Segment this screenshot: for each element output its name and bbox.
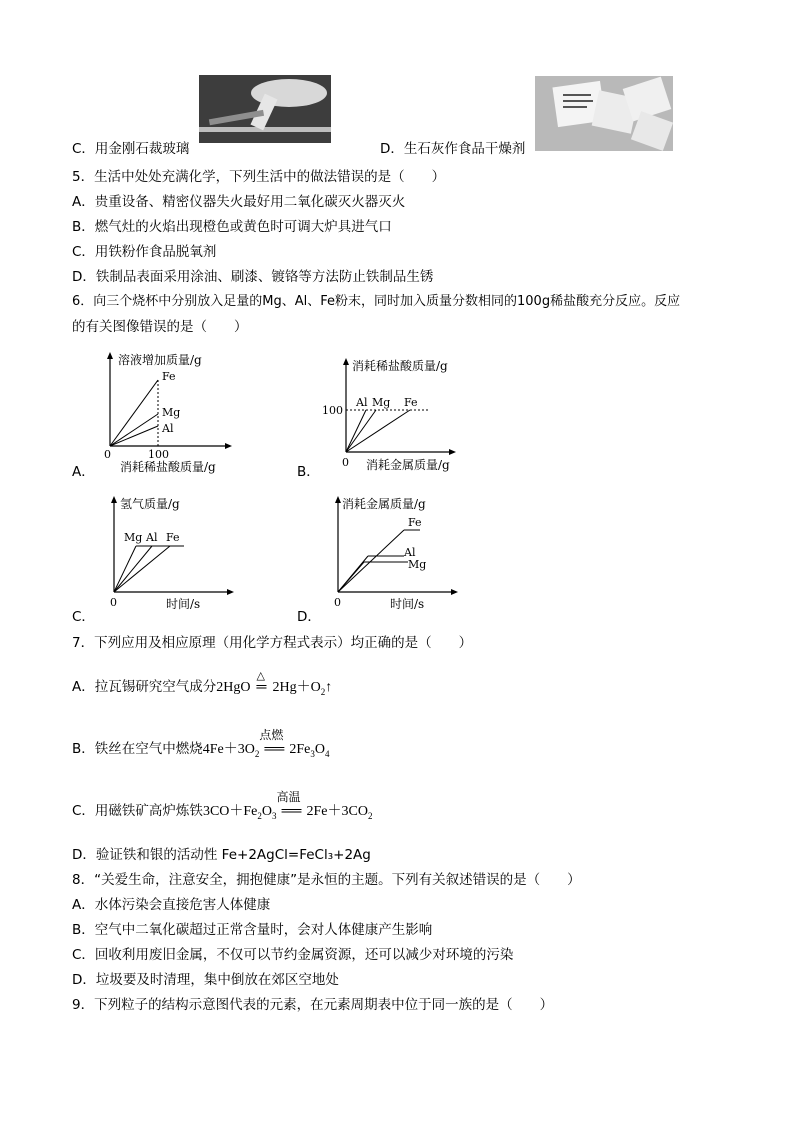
q6a-fe: Fe (162, 370, 176, 383)
q4-option-c: C．用金刚石裁玻璃 (72, 141, 190, 157)
q7-option-a (72, 670, 333, 701)
q8-option-b: B．空气中二氧化碳超过正常含量时，会对人体健康产生影响 (72, 922, 433, 938)
q6c-origin: 0 (110, 596, 117, 609)
q6a-mg: Mg (162, 406, 181, 419)
q6d-fe: Fe (408, 516, 422, 529)
q6-graph-c (100, 494, 240, 616)
q5-stem: 5．生活中处处充满化学，下列生活中的做法错误的是（ ） (72, 169, 446, 185)
q6a-origin: 0 (104, 448, 111, 461)
q7-option-b (72, 728, 330, 763)
glass-cutting-photo (199, 75, 331, 143)
q7-b-equation: $4Fe+3O_2$ 点燃 ══ $2Fe_3O_4$ (202, 728, 330, 759)
q8-option-a: A．水体污染会直接危害人体健康 (72, 897, 271, 913)
q6-graph-a (98, 350, 238, 475)
q6a-xlabel: 消耗稀盐酸质量/g (120, 460, 216, 474)
q8-option-c: C．回收利用废旧金属，不仅可以节约金属资源，还可以减少对环境的污染 (72, 947, 514, 963)
q6b-mg: Mg (372, 396, 391, 409)
q6b-xlabel: 消耗金属质量/g (366, 458, 450, 472)
q6-graph-d (324, 494, 464, 616)
q6c-xlabel: 时间/s (166, 597, 201, 611)
q7-option-d: D．验证铁和银的活动性 Fe+2AgCl=FeCl₃+2Ag (72, 847, 371, 863)
q6d-mg: Mg (408, 558, 427, 571)
q6b-ylabel: 消耗稀盐酸质量/g (352, 359, 448, 373)
q6a-al: Al (162, 422, 174, 435)
q6-option-d-label: D． (297, 609, 321, 625)
q6a-xtick: 100 (148, 448, 169, 461)
q5-option-b: B．燃气灶的火焰出现橙色或黄色时可调大炉具进气口 (72, 219, 392, 235)
q5-option-a: A．贵重设备、精密仪器失火最好用二氧化碳灭火器灭火 (72, 194, 406, 210)
q6b-ytick: 100 (322, 404, 343, 417)
q6-option-c-label: C． (72, 609, 95, 625)
q6c-fe: Fe (166, 531, 180, 544)
q6d-origin: 0 (334, 596, 341, 609)
q6c-al: Al (146, 531, 158, 544)
q7-b-text: B．铁丝在空气中燃烧 (72, 741, 203, 757)
q6b-al: Al (356, 396, 368, 409)
q7-option-c (72, 790, 373, 825)
q6c-mg: Mg (124, 531, 143, 544)
q6b-origin: 0 (342, 456, 349, 469)
q6d-xlabel: 时间/s (390, 597, 425, 611)
q6-graph-b (320, 356, 460, 476)
q5-option-d: D．铁制品表面采用涂油、刷漆、镀铬等方法防止铁制品生锈 (72, 269, 434, 285)
q9-stem: 9．下列粒子的结构示意图代表的元素，在元素周期表中位于同一族的是（ ） (72, 997, 554, 1013)
q7-a-equation: 2HgO △ ═ $2Hg+O_2↑$ (216, 670, 333, 697)
q8-stem: 8．“关爱生命，注意安全，拥抱健康”是永恒的主题。下列有关叙述错误的是（ ） (72, 872, 581, 888)
q6c-ylabel: 氢气质量/g (120, 497, 180, 511)
q7-a-text: A．拉瓦锡研究空气成分 (72, 679, 217, 695)
q7-stem: 7．下列应用及相应原理（用化学方程式表示）均正确的是（ ） (72, 635, 473, 651)
q6d-ylabel: 消耗金属质量/g (342, 497, 426, 511)
q4-option-d: D．生石灰作食品干燥剂 (380, 141, 526, 157)
q6-option-a-label: A． (72, 464, 95, 480)
q6d-al: Al (404, 546, 416, 559)
q5-option-c: C．用铁粉作食品脱氧剂 (72, 244, 217, 260)
q8-option-d: D．垃圾要及时清理，集中倒放在郊区空地处 (72, 972, 339, 988)
q7-c-equation: $3CO+Fe_2O_3$ 高温 ══ $2Fe+3CO_2$ (202, 790, 373, 821)
q6-option-b-label: B． (297, 464, 320, 480)
q6-stem-line1: 6．向三个烧杯中分别放入足量的Mg、Al、Fe粉末，同时加入质量分数相同的100g稀盐酸充分反应。反应 (72, 294, 681, 309)
q6-stem-line2: 的有关图像错误的是（ ） (72, 319, 248, 335)
q7-c-text: C．用磁铁矿高炉炼铁 (72, 803, 203, 819)
desiccant-packets-photo (535, 76, 673, 151)
q6a-ylabel: 溶液增加质量/g (118, 353, 202, 367)
q6b-fe: Fe (404, 396, 418, 409)
